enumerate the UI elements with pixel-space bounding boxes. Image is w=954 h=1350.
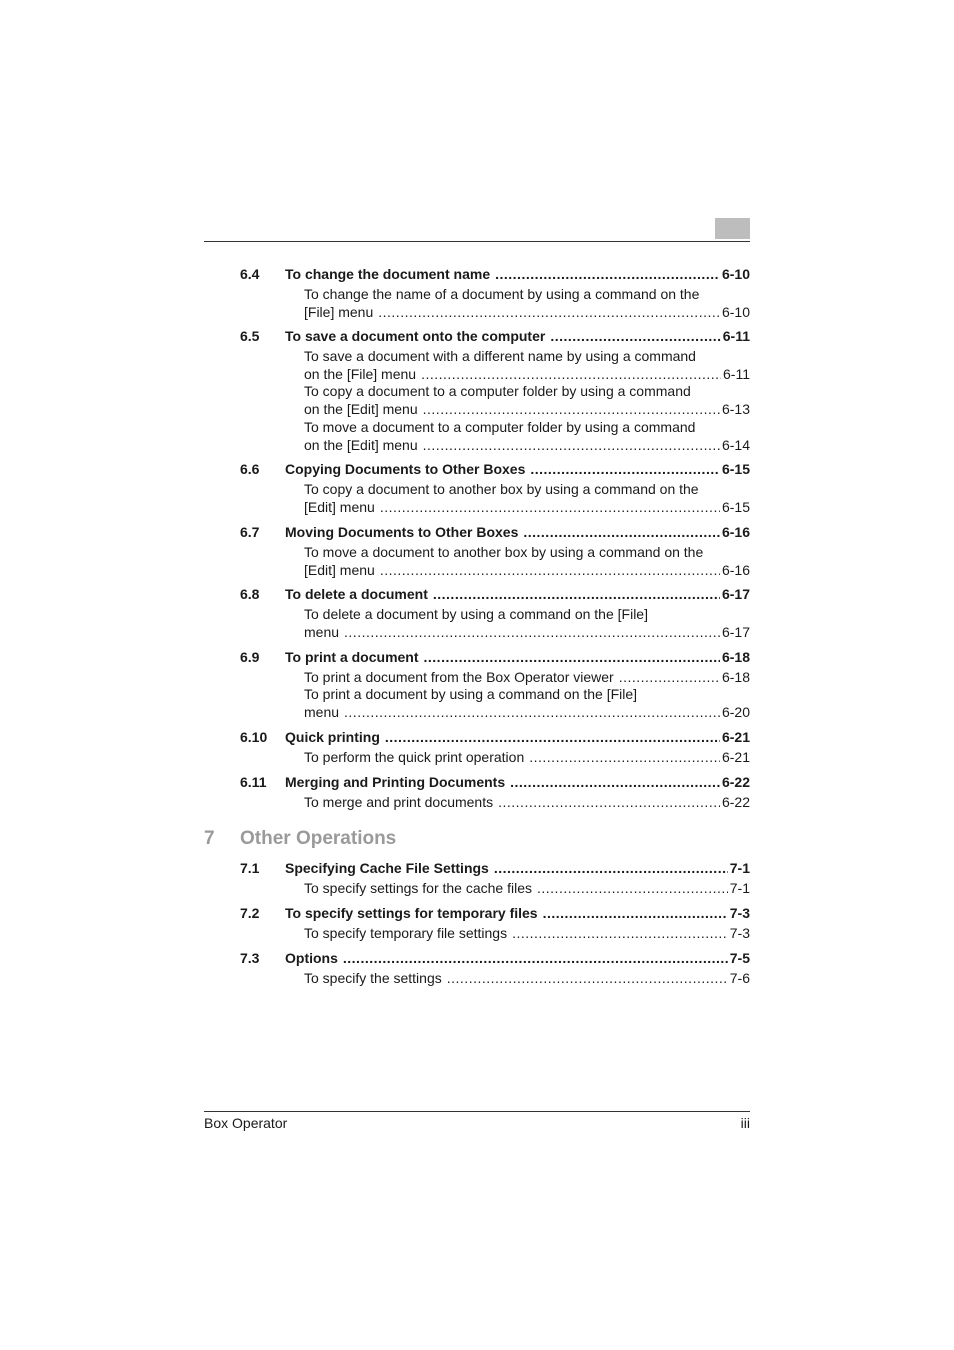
dot-leader bbox=[380, 499, 720, 517]
header-tab-marker bbox=[715, 218, 750, 239]
toc-section-entry[interactable] bbox=[240, 950, 750, 967]
subentry-page: 6-11 bbox=[723, 365, 750, 382]
toc-section-entry[interactable] bbox=[240, 905, 750, 922]
section-title: Merging and Printing Documents bbox=[285, 774, 506, 790]
section-number: 6.10 bbox=[240, 729, 268, 745]
toc-subentry[interactable] bbox=[304, 669, 750, 687]
section-number: 6.11 bbox=[240, 774, 267, 790]
subentry-text: To merge and print documents bbox=[304, 794, 494, 810]
toc-section-entry[interactable] bbox=[240, 266, 750, 283]
subentry-text: To perform the quick print operation bbox=[304, 749, 525, 765]
dot-leader bbox=[423, 437, 720, 455]
dot-leader bbox=[344, 624, 720, 642]
dot-leader bbox=[495, 266, 720, 283]
chapter-heading[interactable] bbox=[204, 828, 396, 850]
dot-leader bbox=[510, 774, 720, 791]
toc-subentry[interactable] bbox=[304, 419, 750, 454]
toc-subentry[interactable] bbox=[304, 286, 750, 321]
section-number: 6.8 bbox=[240, 586, 260, 602]
chapter-number: 7 bbox=[204, 828, 215, 849]
footer-rule bbox=[204, 1111, 750, 1112]
section-number: 7.2 bbox=[240, 905, 260, 921]
subentry-text: menu bbox=[304, 703, 340, 720]
subentry-text: menu bbox=[304, 623, 340, 640]
subentry-text-line: To print a document by using a command on the [File] bbox=[304, 686, 638, 702]
section-page: 6-18 bbox=[721, 649, 750, 665]
dot-leader bbox=[494, 860, 728, 877]
toc-subentry[interactable] bbox=[304, 925, 750, 943]
section-page: 6-21 bbox=[721, 729, 750, 745]
toc-subentry[interactable] bbox=[304, 880, 750, 898]
toc-section-entry[interactable] bbox=[240, 524, 750, 541]
subentry-page: 6-18 bbox=[721, 669, 750, 685]
dot-leader bbox=[523, 524, 720, 541]
subentry-text: [Edit] menu bbox=[304, 498, 375, 515]
section-page: 6-15 bbox=[721, 461, 750, 477]
dot-leader bbox=[512, 925, 728, 943]
dot-leader bbox=[421, 366, 721, 384]
section-number: 6.5 bbox=[240, 328, 260, 344]
toc-subentry[interactable] bbox=[304, 749, 750, 767]
dot-leader bbox=[378, 304, 720, 322]
subentry-text: on the [Edit] menu bbox=[304, 400, 418, 417]
toc-section-entry[interactable] bbox=[240, 328, 750, 345]
dot-leader bbox=[380, 562, 720, 580]
toc-section-entry[interactable] bbox=[240, 649, 750, 666]
section-number: 7.3 bbox=[240, 950, 260, 966]
dot-leader bbox=[433, 586, 720, 603]
subentry-text-line: To copy a document to a computer folder by using a command bbox=[304, 383, 691, 399]
footer-document-title: Box Operator bbox=[204, 1115, 288, 1131]
subentry-text: [Edit] menu bbox=[304, 561, 375, 578]
section-number: 7.1 bbox=[240, 860, 260, 876]
section-number: 6.6 bbox=[240, 461, 260, 477]
subentry-text-line: To delete a document by using a command on the [File] bbox=[304, 606, 648, 622]
subentry-text: [File] menu bbox=[304, 303, 374, 320]
dot-leader bbox=[537, 880, 728, 898]
section-page: 6-17 bbox=[721, 586, 750, 602]
toc-subentry[interactable] bbox=[304, 481, 750, 516]
dot-leader bbox=[385, 729, 720, 746]
dot-leader bbox=[498, 794, 720, 812]
dot-leader bbox=[344, 704, 720, 722]
subentry-text-line: To save a document with a different name by using a command bbox=[304, 348, 696, 364]
subentry-text-line: To move a document to another box by using a command on the bbox=[304, 544, 704, 560]
subentry-page: 7-6 bbox=[729, 970, 750, 986]
subentry-page: 6-14 bbox=[721, 436, 750, 453]
section-page: 6-10 bbox=[721, 266, 750, 282]
dot-leader bbox=[423, 401, 720, 419]
chapter-title: Other Operations bbox=[240, 828, 397, 849]
subentry-page: 6-21 bbox=[721, 749, 750, 765]
section-title: To save a document onto the computer bbox=[285, 328, 546, 344]
subentry-page: 6-20 bbox=[721, 703, 750, 720]
subentry-page: 6-16 bbox=[721, 561, 750, 578]
toc-subentry[interactable] bbox=[304, 970, 750, 988]
toc-subentry[interactable] bbox=[304, 348, 750, 383]
section-number: 6.7 bbox=[240, 524, 260, 540]
section-number: 6.9 bbox=[240, 649, 260, 665]
subentry-text: on the [File] menu bbox=[304, 365, 417, 382]
section-page: 6-16 bbox=[721, 524, 750, 540]
toc-subentry[interactable] bbox=[304, 383, 750, 418]
subentry-page: 6-17 bbox=[721, 623, 750, 640]
section-title: To delete a document bbox=[285, 586, 428, 602]
dot-leader bbox=[424, 649, 720, 666]
subentry-page: 7-1 bbox=[729, 880, 750, 896]
toc-subentry[interactable] bbox=[304, 686, 750, 721]
section-title: Copying Documents to Other Boxes bbox=[285, 461, 526, 477]
subentry-text: To specify the settings bbox=[304, 970, 442, 986]
toc-subentry[interactable] bbox=[304, 794, 750, 812]
subentry-text: To specify temporary file settings bbox=[304, 925, 508, 941]
section-title: To change the document name bbox=[285, 266, 491, 282]
footer-page-number: iii bbox=[740, 1115, 750, 1131]
toc-section-entry[interactable] bbox=[240, 774, 750, 791]
toc-subentry[interactable] bbox=[304, 606, 750, 641]
toc-section-entry[interactable] bbox=[240, 860, 750, 877]
section-page: 7-3 bbox=[729, 905, 750, 921]
subentry-page: 6-10 bbox=[721, 303, 750, 320]
toc-section-entry[interactable] bbox=[240, 729, 750, 746]
subentry-text-line: To change the name of a document by using a command on the bbox=[304, 286, 700, 302]
section-page: 7-1 bbox=[729, 860, 750, 876]
section-title: Moving Documents to Other Boxes bbox=[285, 524, 519, 540]
subentry-page: 6-13 bbox=[721, 400, 750, 417]
subentry-text: on the [Edit] menu bbox=[304, 436, 418, 453]
subentry-page: 6-22 bbox=[721, 794, 750, 810]
dot-leader bbox=[550, 328, 720, 345]
dot-leader bbox=[447, 970, 728, 988]
section-page: 6-22 bbox=[721, 774, 750, 790]
section-title: Options bbox=[285, 950, 338, 966]
subentry-page: 7-3 bbox=[729, 925, 750, 941]
dot-leader bbox=[543, 905, 728, 922]
section-title: To specify settings for temporary files bbox=[285, 905, 538, 921]
toc-section-entry[interactable] bbox=[240, 586, 750, 603]
dot-leader bbox=[529, 749, 720, 767]
section-title: Specifying Cache File Settings bbox=[285, 860, 489, 876]
subentry-text-line: To move a document to a computer folder by using a command bbox=[304, 419, 696, 435]
dot-leader bbox=[530, 461, 720, 478]
subentry-text: To specify settings for the cache files bbox=[304, 880, 532, 896]
header-rule bbox=[204, 241, 750, 242]
subentry-text: To print a document from the Box Operator viewer bbox=[304, 669, 614, 685]
section-page: 6-11 bbox=[722, 328, 750, 344]
dot-leader bbox=[343, 950, 728, 967]
section-title: To print a document bbox=[285, 649, 419, 665]
subentry-page: 6-15 bbox=[721, 498, 750, 515]
toc-section-entry[interactable] bbox=[240, 461, 750, 478]
dot-leader bbox=[619, 669, 720, 687]
subentry-text-line: To copy a document to another box by using a command on the bbox=[304, 481, 699, 497]
toc-subentry[interactable] bbox=[304, 544, 750, 579]
section-title: Quick printing bbox=[285, 729, 380, 745]
section-number: 6.4 bbox=[240, 266, 260, 282]
section-page: 7-5 bbox=[729, 950, 750, 966]
